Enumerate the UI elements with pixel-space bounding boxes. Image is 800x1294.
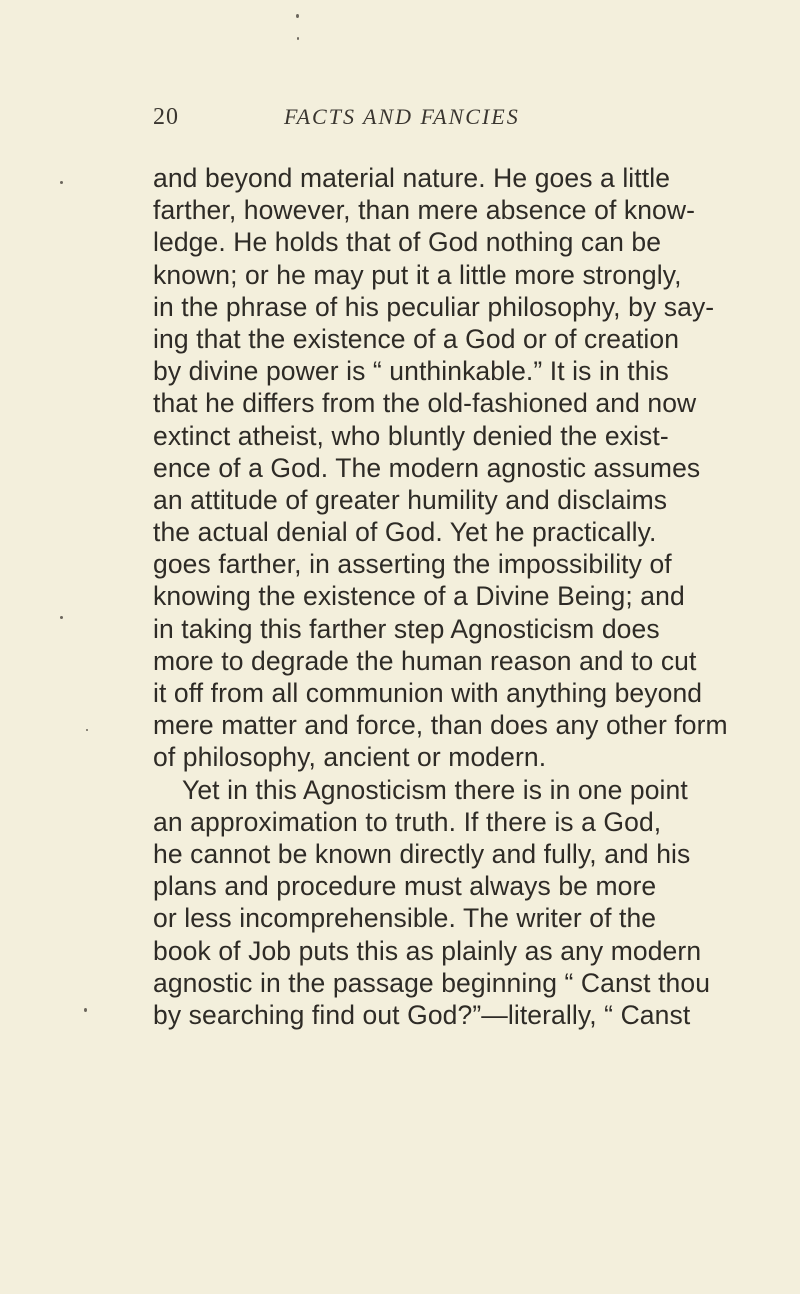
- text-line: ing that the existence of a God or of creation: [153, 323, 680, 354]
- text-line: mere matter and force, than does any other form: [153, 710, 728, 741]
- text-line: ence of a God. The modern agnostic assumes: [153, 452, 701, 483]
- page-header: [0, 104, 800, 144]
- text-line: or less incomprehensible. The writer of the: [153, 903, 657, 934]
- margin-speck: [296, 14, 299, 18]
- margin-speck: [297, 37, 299, 40]
- text-line: the actual denial of God. Yet he practically.: [153, 517, 657, 548]
- text-line: by searching find out God?”—literally, “ Canst: [153, 999, 691, 1030]
- margin-speck: [60, 616, 63, 619]
- body-text: [153, 162, 793, 1031]
- text-line: more to degrade the human reason and to cut: [153, 645, 697, 676]
- margin-speck: [60, 181, 63, 184]
- text-line: extinct atheist, who bluntly denied the exist-: [153, 420, 669, 451]
- page-number: 20: [153, 104, 179, 130]
- running-head: FACTS AND FANCIES: [284, 104, 520, 129]
- text-line: in taking this farther step Agnosticism does: [153, 613, 660, 644]
- text-line: knowing the existence of a Divine Being; and: [153, 581, 685, 612]
- text-line: that he differs from the old-fashioned and now: [153, 388, 697, 419]
- text-line: known; or he may put it a little more strongly,: [153, 259, 682, 290]
- text-line: farther, however, than mere absence of know-: [153, 195, 696, 226]
- text-line: an attitude of greater humility and disclaims: [153, 484, 668, 515]
- text-line: book of Job puts this as plainly as any modern: [153, 935, 702, 966]
- text-line: in the phrase of his peculiar philosophy, by say-: [153, 291, 715, 322]
- margin-speck: [86, 729, 88, 731]
- text-line: goes farther, in asserting the impossibility of: [153, 549, 672, 580]
- text-line: he cannot be known directly and fully, and his: [153, 838, 691, 869]
- text-line: ledge. He holds that of God nothing can be: [153, 227, 662, 258]
- text-line: it off from all communion with anything beyond: [153, 678, 703, 708]
- paragraph-start-line: Yet in this Agnosticism there is in one point: [182, 774, 688, 805]
- text-line: plans and procedure must always be more: [153, 871, 657, 902]
- margin-speck: [84, 1008, 87, 1012]
- text-line: by divine power is “ unthinkable.” It is in this: [153, 356, 669, 387]
- text-line: of philosophy, ancient or modern.: [153, 742, 547, 773]
- text-line: agnostic in the passage beginning “ Canst thou: [153, 967, 711, 998]
- text-line: an approximation to truth. If there is a God,: [153, 806, 662, 837]
- text-line: and beyond material nature. He goes a little: [153, 163, 671, 193]
